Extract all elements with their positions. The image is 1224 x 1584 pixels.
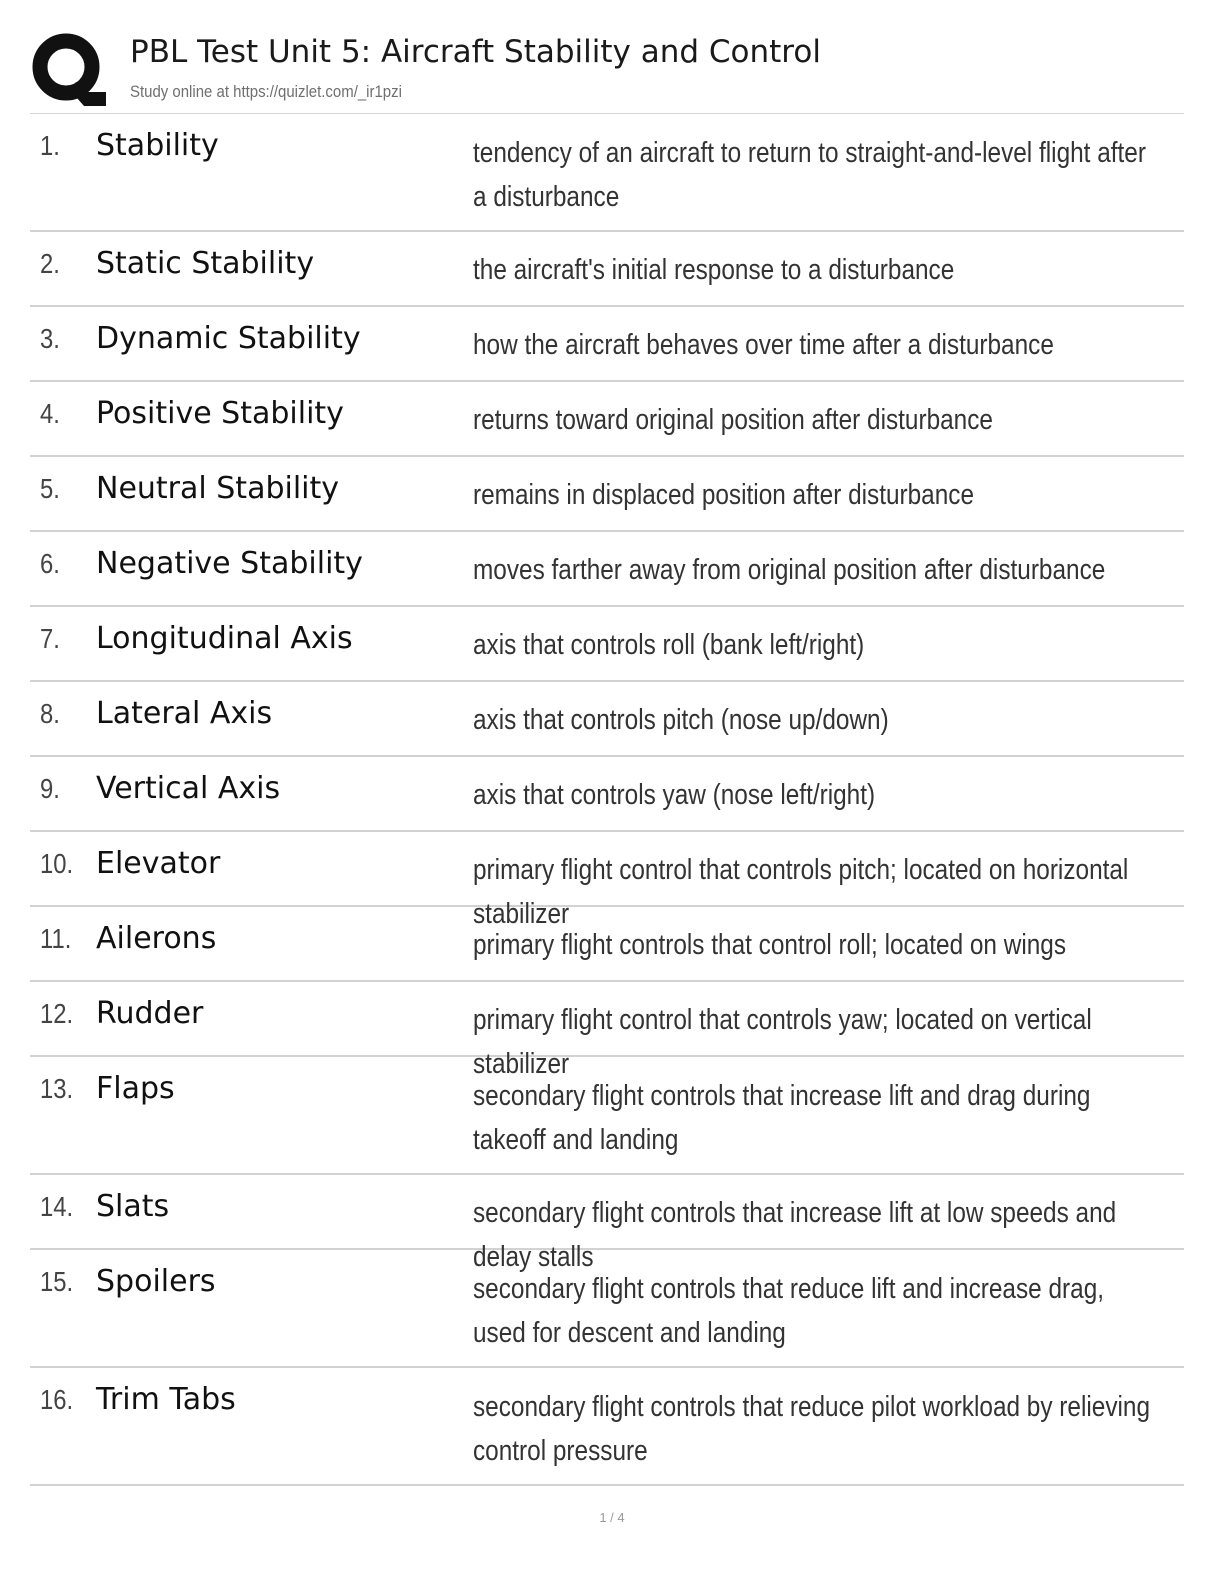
quizlet-logo-icon — [30, 30, 108, 108]
term-row — [30, 532, 1184, 607]
term-row — [30, 1175, 1184, 1273]
term-row — [30, 1368, 1184, 1486]
term-definition: secondary flight controls that reduce lift and increase drag, used for descent and landing — [473, 1273, 1105, 1349]
term-definition: secondary flight controls that increase lift at low speeds and delay stalls — [473, 1197, 1117, 1273]
term-number: 12. — [40, 998, 74, 1029]
term-row — [30, 607, 1184, 682]
term-number: 4. — [40, 398, 60, 429]
term-row — [30, 907, 1184, 982]
term-definition: axis that controls roll (bank left/right) — [473, 629, 865, 661]
page-title: PBL Test Unit 5: Aircraft Stability and Control — [130, 34, 821, 70]
term-number: 13. — [40, 1073, 74, 1104]
term-list — [30, 114, 1184, 1486]
term-definition: how the aircraft behaves over time after a disturbance — [473, 329, 1054, 361]
term-definition: primary flight controls that control roll; located on wings — [473, 929, 1067, 961]
term-number: 7. — [40, 623, 60, 654]
term-number: 10. — [40, 848, 74, 879]
term-number: 3. — [40, 323, 60, 354]
term-word: Rudder — [96, 996, 204, 1031]
term-number: 2. — [40, 248, 60, 279]
term-row — [30, 682, 1184, 757]
term-definition: secondary flight controls that reduce pilot workload by relieving control pressure — [473, 1391, 1151, 1467]
term-number: 9. — [40, 773, 60, 804]
document-header — [30, 28, 1190, 114]
term-number: 5. — [40, 473, 60, 504]
term-definition: remains in displaced position after disturbance — [473, 479, 975, 511]
term-definition: primary flight control that controls pitch; located on horizontal stabilizer — [473, 854, 1129, 930]
page-number: 1 / 4 — [599, 1510, 625, 1525]
term-word: Slats — [96, 1189, 170, 1224]
term-word: Vertical Axis — [96, 771, 281, 806]
term-word: Negative Stability — [96, 546, 363, 581]
term-word: Dynamic Stability — [96, 321, 361, 356]
term-definition: tendency of an aircraft to return to straight-and-level flight after a disturbance — [473, 137, 1146, 213]
term-number: 8. — [40, 698, 60, 729]
term-number: 11. — [40, 923, 72, 954]
term-row — [30, 982, 1184, 1080]
term-word: Neutral Stability — [96, 471, 340, 506]
term-row — [30, 457, 1184, 532]
study-online-link[interactable]: Study online at https://quizlet.com/_ir1pzi — [130, 82, 402, 101]
term-row — [30, 1250, 1184, 1368]
term-row — [30, 757, 1184, 832]
term-definition: axis that controls yaw (nose left/right) — [473, 779, 876, 811]
term-definition: primary flight control that controls yaw; located on vertical stabilizer — [473, 1004, 1092, 1080]
term-row — [30, 1057, 1184, 1175]
term-word: Positive Stability — [96, 396, 344, 431]
term-definition: moves farther away from original position after disturbance — [473, 554, 1106, 586]
term-definition: returns toward original position after disturbance — [473, 404, 993, 436]
term-number: 6. — [40, 548, 60, 579]
term-word: Static Stability — [96, 246, 315, 281]
term-number: 14. — [40, 1191, 74, 1222]
term-number: 16. — [40, 1384, 74, 1415]
term-word: Flaps — [96, 1071, 175, 1106]
term-word: Longitudinal Axis — [96, 621, 353, 656]
term-row — [30, 232, 1184, 307]
term-word: Lateral Axis — [96, 696, 273, 731]
term-word: Spoilers — [96, 1264, 216, 1299]
term-row — [30, 832, 1184, 930]
term-word: Elevator — [96, 846, 221, 881]
term-number: 1. — [40, 130, 60, 161]
term-word: Trim Tabs — [96, 1382, 236, 1417]
term-word: Ailerons — [96, 921, 217, 956]
term-definition: secondary flight controls that increase lift and drag during takeoff and landing — [473, 1080, 1091, 1156]
term-row — [30, 307, 1184, 382]
term-definition: axis that controls pitch (nose up/down) — [473, 704, 889, 736]
term-definition: the aircraft's initial response to a disturbance — [473, 254, 955, 286]
term-number: 15. — [40, 1266, 74, 1297]
term-word: Stability — [96, 128, 219, 163]
term-row — [30, 114, 1184, 232]
term-row — [30, 382, 1184, 457]
